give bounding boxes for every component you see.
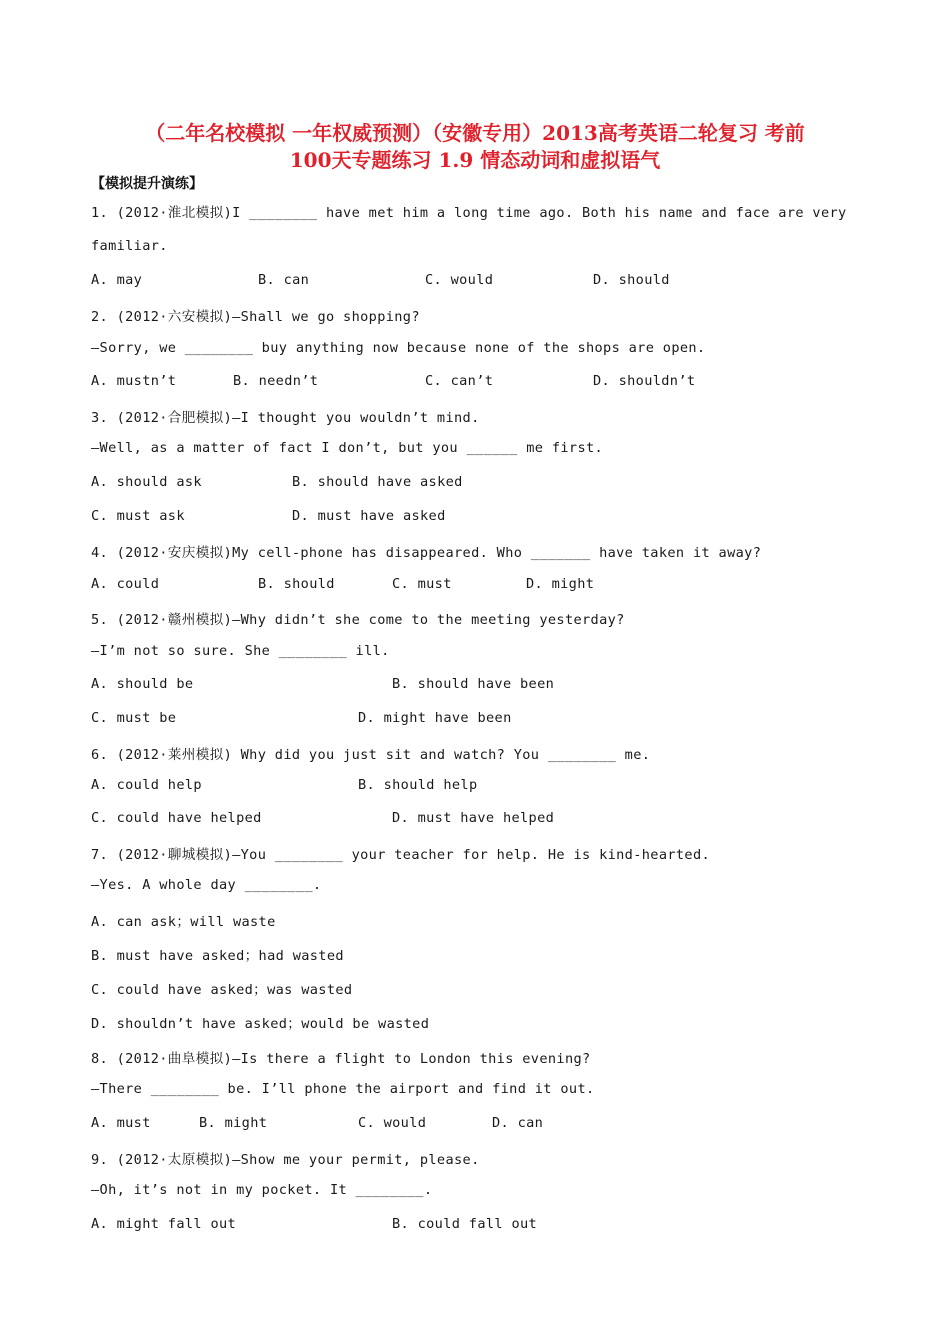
q3-option-a: A. should ask (91, 474, 202, 490)
q5-stem-line-2: —I’m not so sure. She ________ ill. (91, 643, 390, 659)
q7-option-a: A. can ask；will waste (91, 914, 276, 930)
q9-option-b: B. could fall out (392, 1216, 538, 1232)
section-heading: 【模拟提升演练】 (91, 176, 203, 192)
title-line-1: （二年名校模拟 一年权威预测）（安徽专用）2013高考英语二轮复习 考前 (145, 121, 805, 145)
q1-option-b: B. can (258, 272, 310, 288)
q2-option-c: C. can’t (425, 373, 494, 389)
q8-option-b: B. might (199, 1115, 268, 1131)
q7-option-b: B. must have asked；had wasted (91, 948, 344, 964)
q8-stem-line-1: 8. (2012·曲阜模拟)—Is there a flight to London this evening? (91, 1051, 591, 1067)
q9-option-a: A. might fall out (91, 1216, 237, 1232)
q5-option-c: C. must be (91, 710, 177, 726)
q7-option-c: C. could have asked；was wasted (91, 982, 353, 998)
q3-stem-line-2: —Well, as a matter of fact I don’t, but you ______ me first. (91, 440, 604, 456)
q1-stem-line-2: familiar. (91, 238, 168, 254)
document-title (60, 120, 890, 174)
q7-option-d: D. shouldn’t have asked；would be wasted (91, 1016, 430, 1032)
q4-option-c: C. must (392, 576, 452, 592)
q2-option-a: A. mustn’t (91, 373, 177, 389)
q2-stem-line-2: —Sorry, we ________ buy anything now because none of the shops are open. (91, 340, 706, 356)
q6-stem-line-1: 6. (2012·莱州模拟) Why did you just sit and watch? You ________ me. (91, 747, 651, 763)
q1-option-c: C. would (425, 272, 494, 288)
q4-stem-line-1: 4. (2012·安庆模拟)My cell-phone has disappeared. Who _______ have taken it away? (91, 545, 762, 561)
q7-stem-line-2: —Yes. A whole day ________. (91, 877, 322, 893)
q5-option-d: D. might have been (358, 710, 512, 726)
q7-stem-line-1: 7. (2012·聊城模拟)—You ________ your teacher for help. He is kind-hearted. (91, 847, 711, 863)
q3-stem-line-1: 3. (2012·合肥模拟)—I thought you wouldn’t mind. (91, 410, 480, 426)
q9-stem-line-2: —Oh, it’s not in my pocket. It ________. (91, 1182, 433, 1198)
q8-option-c: C. would (358, 1115, 427, 1131)
q2-option-b: B. needn’t (233, 373, 319, 389)
q3-option-d: D. must have asked (292, 508, 446, 524)
q8-option-a: A. must (91, 1115, 151, 1131)
q8-stem-line-2: —There ________ be. I’ll phone the airport and find it out. (91, 1081, 595, 1097)
q2-option-d: D. shouldn’t (593, 373, 696, 389)
q5-option-a: A. should be (91, 676, 194, 692)
q3-option-c: C. must ask (91, 508, 185, 524)
q4-option-d: D. might (526, 576, 595, 592)
title-line-2: 100天专题练习 1.9 情态动词和虚拟语气 (289, 148, 661, 172)
q6-option-c: C. could have helped (91, 810, 262, 826)
q5-stem-line-1: 5. (2012·赣州模拟)—Why didn’t she come to the meeting yesterday? (91, 612, 625, 628)
q1-option-a: A. may (91, 272, 143, 288)
q1-stem-line-1: 1. (2012·淮北模拟)I ________ have met him a long time ago. Both his name and face are very (91, 205, 847, 221)
q3-option-b: B. should have asked (292, 474, 463, 490)
q6-option-a: A. could help (91, 777, 202, 793)
q8-option-d: D. can (492, 1115, 544, 1131)
q9-stem-line-1: 9. (2012·太原模拟)—Show me your permit, please. (91, 1152, 480, 1168)
q6-option-d: D. must have helped (392, 810, 555, 826)
q1-option-d: D. should (593, 272, 670, 288)
q4-option-a: A. could (91, 576, 160, 592)
q6-option-b: B. should help (358, 777, 478, 793)
q4-option-b: B. should (258, 576, 335, 592)
q5-option-b: B. should have been (392, 676, 555, 692)
q2-stem-line-1: 2. (2012·六安模拟)—Shall we go shopping? (91, 309, 420, 325)
